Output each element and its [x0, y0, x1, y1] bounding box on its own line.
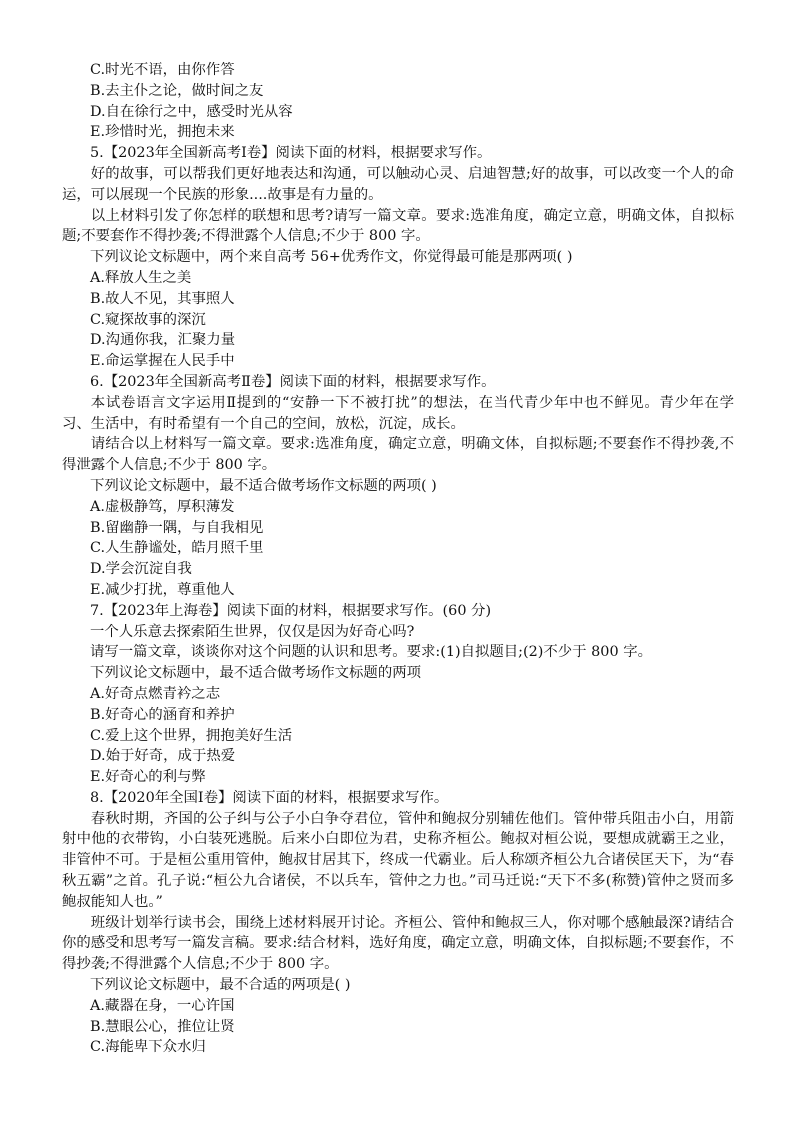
question-requirement: 请写一篇文章，谈谈你对这个问题的认识和思考。要求:(1)自拟题目;(2)不少于 800 字。 [90, 644, 652, 661]
option: E.命运掌握在人民手中 [90, 353, 235, 370]
option: C.窥探故事的深沉 [90, 311, 206, 328]
question-prompt: 下列议论文标题中，最不合适的两项是( ) [90, 977, 351, 994]
option: D.自在徐行之中，感受时光从容 [90, 103, 293, 120]
question-material: 春秋时期，齐国的公子纠与公子小白争夺君位，管仲和鲍叔分别辅佐他们。管仲带兵阻击小白，用箭射中他的衣带钩，小白装死逃脱。后来小白即位为君，史称齐桓公。鲍叔对桓公说，要想成就霸王之业，非管仲不可。于是桓公重用管仲，鲍叔甘居其下，终成一代霸业。后人称颂齐桓公九合诸侯匡天下，为“春秋五霸”之首。孔子说:“桓公九合诸侯，不以兵车，管仲之力也。”司马迁说:“天下不多(称赞)管仲之贤而多鲍叔能知人也。” [62, 810, 734, 910]
option: E.珍惜时光，拥抱未来 [90, 124, 235, 141]
question-title: 7.【2023年上海卷】阅读下面的材料，根据要求写作。(60 分) [90, 602, 492, 619]
option: B.故人不见，其事照人 [90, 290, 235, 307]
question-title: 5.【2023年全国新高考Ⅰ卷】阅读下面的材料，根据要求写作。 [90, 145, 492, 162]
question-prompt: 下列议论文标题中，两个来自高考 56+优秀作文，你觉得最可能是那两项( ) [90, 249, 573, 266]
option: B.好奇心的涵育和养护 [90, 706, 235, 723]
question-prompt: 下列议论文标题中，最不适合做考场作文标题的两项 [90, 665, 421, 682]
question-title: 8.【2020年全国Ⅰ卷】阅读下面的材料，根据要求写作。 [90, 789, 449, 806]
option: A.藏器在身，一心许国 [90, 997, 235, 1014]
question-prompt: 下列议论文标题中，最不适合做考场作文标题的两项( ) [90, 477, 437, 494]
option: D.始于好奇，成于热爱 [90, 748, 236, 765]
question-material: 本试卷语言文字运用Ⅱ提到的“安静一下不被打扰”的想法，在当代青少年中也不鲜见。青少年在学习、生活中，有时希望有一个自己的空间，放松，沉淀，成长。 [62, 394, 734, 432]
option: C.爱上这个世界，拥抱美好生活 [90, 727, 293, 744]
option: E.减少打扰，尊重他人 [90, 581, 235, 598]
option: A.好奇点燃青衿之志 [90, 685, 221, 702]
question-requirement: 以上材料引发了你怎样的联想和思考?请写一篇文章。要求:选准角度，确定立意，明确文体，自拟标题;不要套作不得抄袭;不得泄露个人信息;不少于 800 字。 [62, 207, 734, 245]
option: E.好奇心的利与弊 [90, 769, 206, 786]
option: B.去主仆之论，做时间之友 [90, 82, 264, 99]
option: D.沟通你我，汇聚力量 [90, 332, 236, 349]
option: A.释放人生之美 [90, 269, 192, 286]
question-title: 6.【2023年全国新高考Ⅱ卷】阅读下面的材料，根据要求写作。 [90, 373, 496, 390]
option: B.留幽静一隅，与自我相见 [90, 519, 264, 536]
option: C.时光不语，由你作答 [90, 62, 235, 78]
option: C.人生静谧处，皓月照千里 [90, 540, 264, 557]
question-material: 一个人乐意去探索陌生世界，仅仅是因为好奇心吗? [90, 623, 415, 640]
option: A.虚极静笃，厚积薄发 [90, 498, 235, 515]
option: B.慧眼公心，推位让贤 [90, 1018, 235, 1035]
option: C.海能卑下众水归 [90, 1039, 206, 1056]
document-body [62, 60, 734, 1058]
question-requirement: 请结合以上材料写一篇文章。要求:选准角度，确定立意，明确文体，自拟标题;不要套作不得抄袭,不得泄露个人信息;不少于 800 字。 [62, 436, 734, 474]
question-requirement: 班级计划举行读书会，围绕上述材料展开讨论。齐桓公、管仲和鲍叔三人，你对哪个感触最深?请结合你的感受和思考写一篇发言稿。要求:结合材料，选好角度，确定立意，明确文体，自拟标题;不要套作，不得抄袭;不得泄露个人信息;不少于 800 字。 [62, 914, 734, 973]
question-material: 好的故事，可以帮我们更好地表达和沟通，可以触动心灵、启迪智慧;好的故事，可以改变一个人的命运，可以展现一个民族的形象....故事是有力量的。 [62, 165, 734, 203]
option: D.学会沉淀自我 [90, 561, 192, 578]
